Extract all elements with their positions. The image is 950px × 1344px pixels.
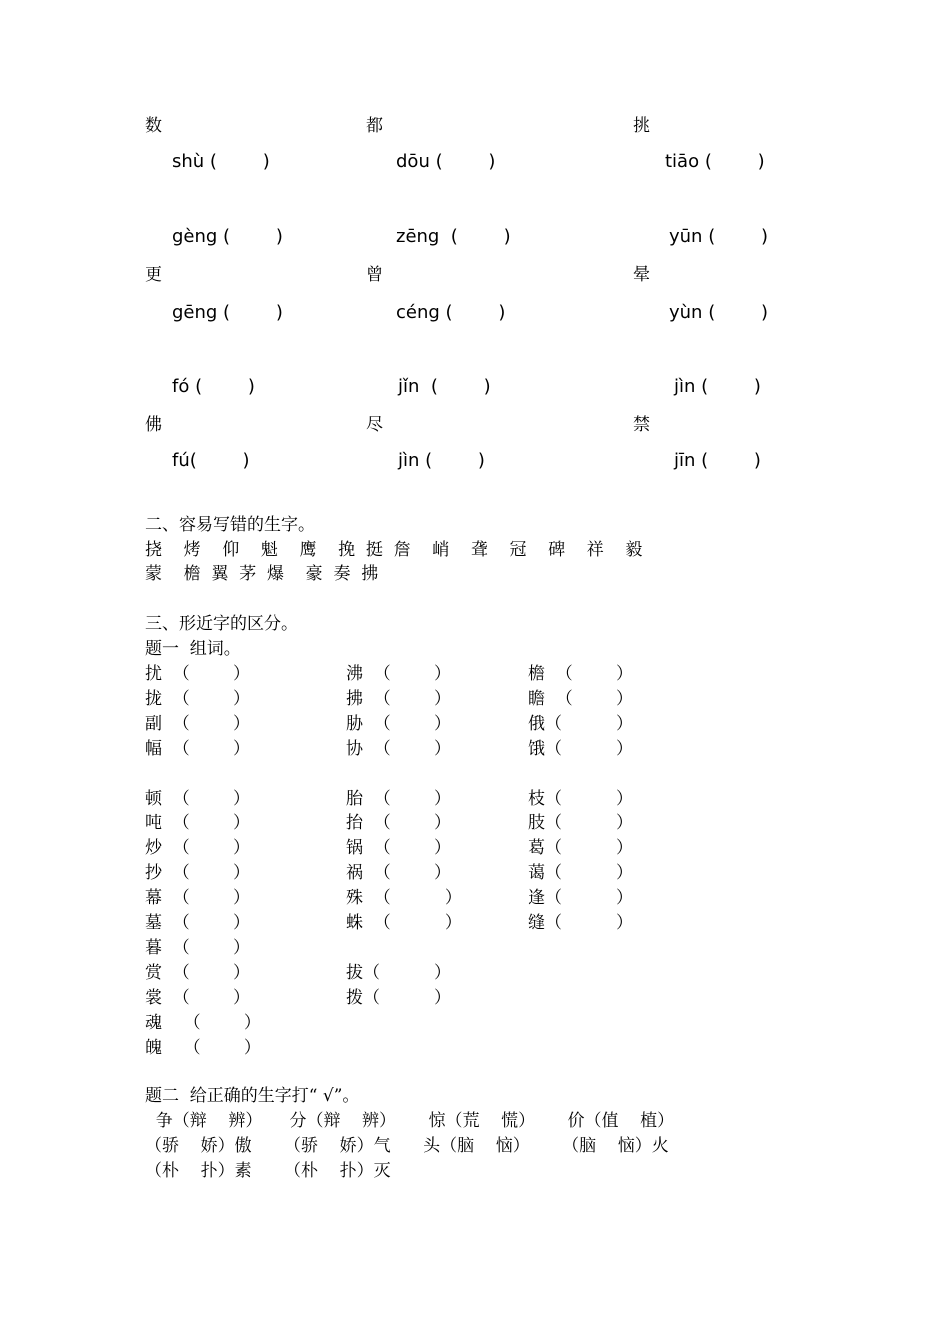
word-blank: 拔（ ） [346,963,452,983]
word-blank: 肢（ ） [528,813,634,833]
word-blank: 拂 （ ） [346,689,452,709]
choice-line: （朴 扑）素 （朴 扑）灭 [145,1161,391,1181]
word-blank: 扰 （ ） [145,664,251,684]
word-blank: 赏 （ ） [145,963,251,983]
word-blank: 逢（ ） [528,888,634,908]
word-blank: 魂 （ ） [145,1013,261,1033]
word-blank: 蛛 （ ） [346,913,462,933]
char: 更 [145,265,162,285]
word-blank: 顿 （ ） [145,789,251,809]
word-blank: 俄（ ） [528,714,634,734]
word-blank: 饿（ ） [528,739,634,759]
word-blank: 魄 （ ） [145,1038,261,1058]
word-blank: 拨（ ） [346,988,452,1008]
word-blank: 裳 （ ） [145,988,251,1008]
pinyin-blank: jīn ( ) [674,450,761,471]
word-blank: 幅 （ ） [145,739,251,759]
word-blank: 炒 （ ） [145,838,251,858]
word-blank: 抬 （ ） [346,813,452,833]
word-blank: 墓 （ ） [145,913,251,933]
pinyin-blank: zēng ( ) [396,226,511,247]
word-blank: 副 （ ） [145,714,251,734]
word-blank: 沸 （ ） [346,664,452,684]
char: 尽 [366,415,383,435]
question-title: 题二 给正确的生字打“ √”。 [145,1086,360,1106]
word-blank: 枝（ ） [528,789,634,809]
char: 数 [145,116,162,136]
pinyin-blank: shù ( ) [172,151,270,172]
char-list: 蒙 檐 翼 茅 爆 豪 奏 拂 [145,564,379,584]
word-blank: 锅 （ ） [346,838,452,858]
choice-line: （骄 娇）傲 （骄 娇）气 头（脑 恼） （脑 恼）火 [145,1136,669,1156]
word-blank: 吨 （ ） [145,813,251,833]
pinyin-blank: dōu ( ) [396,151,496,172]
word-blank: 幕 （ ） [145,888,251,908]
pinyin-blank: gēng ( ) [172,302,283,323]
char: 晕 [633,265,650,285]
pinyin-blank: fú( ) [172,450,250,471]
word-blank: 殊 （ ） [346,888,462,908]
section-heading: 二、容易写错的生字。 [145,515,315,535]
char: 都 [366,116,383,136]
word-blank: 葛（ ） [528,838,634,858]
word-blank: 胎 （ ） [346,789,452,809]
pinyin-blank: jìn ( ) [674,376,761,397]
pinyin-blank: jǐn ( ) [398,376,491,397]
word-blank: 抄 （ ） [145,863,251,883]
word-blank: 缝（ ） [528,913,634,933]
char-list: 挠 烤 仰 魁 鹰 挽 挺 詹 峭 聋 冠 碑 祥 毅 [145,540,643,560]
word-blank: 蔼（ ） [528,863,634,883]
pinyin-blank: yūn ( ) [669,226,769,247]
question-title: 题一 组词。 [145,639,241,659]
char: 挑 [633,116,650,136]
char: 禁 [633,415,650,435]
word-blank: 胁 （ ） [346,714,452,734]
word-blank: 拢 （ ） [145,689,251,709]
word-blank: 暮 （ ） [145,938,251,958]
char: 曾 [366,265,383,285]
word-blank: 协 （ ） [346,739,452,759]
pinyin-blank: gèng ( ) [172,226,283,247]
pinyin-blank: fó ( ) [172,376,255,397]
section-heading: 三、形近字的区分。 [145,614,298,634]
char: 佛 [145,415,162,435]
pinyin-blank: tiāo ( ) [665,151,765,172]
word-blank: 祸 （ ） [346,863,452,883]
word-blank: 檐 （ ） [528,664,634,684]
word-blank: 瞻 （ ） [528,689,634,709]
choice-line: 争（辩 辨） 分（辩 辨） 惊（荒 慌） 价（值 植） [145,1111,675,1131]
pinyin-blank: yùn ( ) [669,302,769,323]
pinyin-blank: jìn ( ) [398,450,485,471]
pinyin-blank: céng ( ) [396,302,506,323]
